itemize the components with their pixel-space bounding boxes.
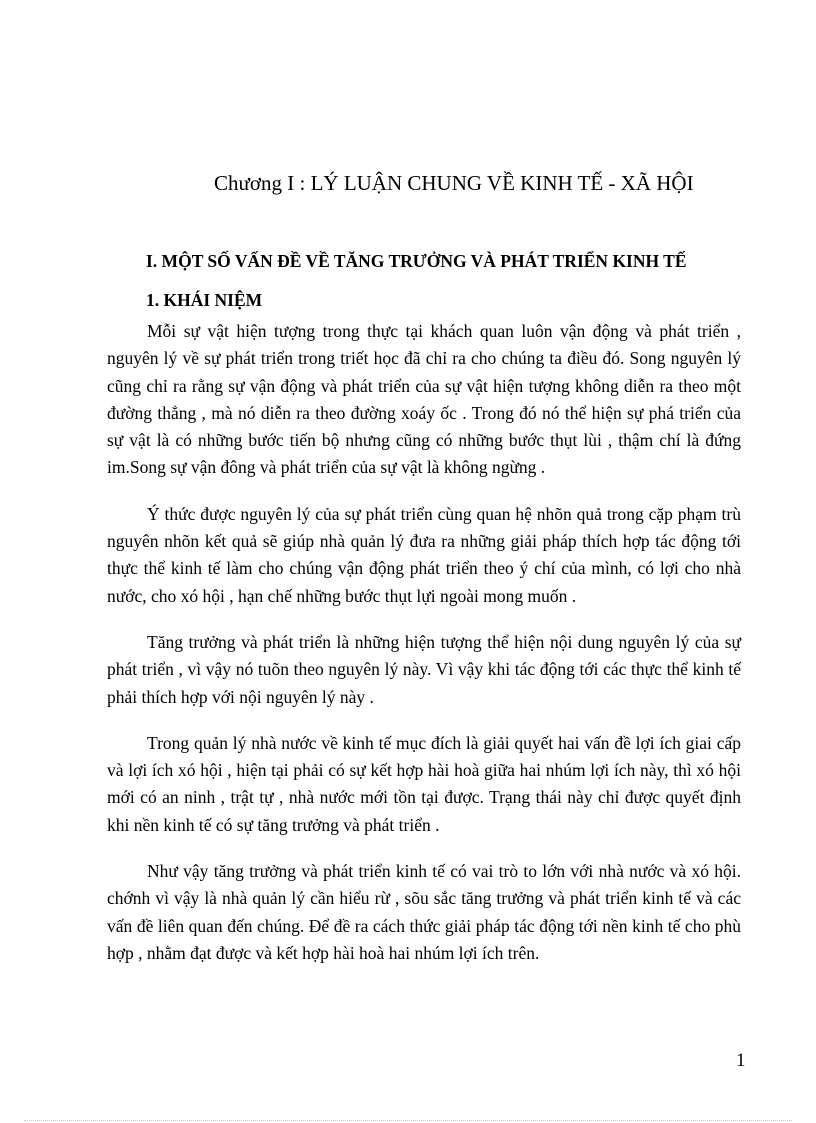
page-number: 1	[736, 1050, 746, 1071]
paragraph-1: Mỗi sự vật hiện tượng trong thực tại khách quan luôn vận động và phát triển , nguyên lý về sự phát triển trong triết học đã chỉ ra cho chúng ta điều đó. Song nguyên lý cũng chỉ ra rằng sự vận động và phát triển của sự vật hiện tượng không diễn ra theo một đường thẳng , mà nó diễn ra theo đường xoáy ốc . Trong đó nó thể hiện sự phá triển của sự vật là có những bước tiến bộ nhưng cũng có những bước thụt lùi , thậm chí là đứng im.Song sự vận đông và phát triển của sự vật là không ngừng .	[107, 321, 741, 478]
chapter-title: Chương I : LÝ LUẬN CHUNG VỀ KINH TẾ - XÃ HỘI	[214, 171, 694, 195]
paragraph-4: Trong quản lý nhà nước về kinh tế mục đích là giải quyết hai vấn đề lợi ích giai cấp và lợi ích xó hội , hiện tại phải có sự kết hợp hài hoà giữa hai nhúm lợi ích này, thì xó hội mới có an ninh , trật tự , nhà nước mới tồn tại được. Trạng thái này chỉ được quyết định khi nền kinh tế có sự tăng trưởng và phát triển .	[107, 732, 741, 835]
body-text	[107, 318, 741, 986]
paragraph-5: Như vậy tăng trưởng và phát triển kinh tế có vai trò to lớn với nhà nước và xó hội. chớnh vì vậy là nhà quản lý cần hiểu rừ , sõu sắc tăng trưởng và phát triển kinh tế và các vấn đề liên quan đến chúng. Để đề ra cách thức giải pháp tác động tới nền kinh tế cho phù hợp , nhằm đạt được và kết hợp hài hoà hai nhúm lợi ích trên.	[107, 861, 741, 963]
page-bottom-divider	[24, 1120, 792, 1121]
paragraph-2: Ý thức được nguyên lý của sự phát triển cùng quan hệ nhõn quả trong cặp phạm trù nguyên nhõn kết quả sẽ giúp nhà quản lý đưa ra những giải pháp thích hợp tác động tới thực thể kinh tế làm cho chúng vận động phát triển theo ý chí của mình, có lợi cho nhà nước, cho xó hội , hạn chế những bước thụt lựi ngoài mong muốn .	[107, 503, 741, 606]
subsection-heading: 1. KHÁI NIỆM	[146, 290, 263, 310]
section-heading: I. MỘT SỐ VẤN ĐỀ VỀ TĂNG TRƯỞNG VÀ PHÁT TRIỂN KINH TẾ	[146, 251, 687, 271]
paragraph-3: Tăng trưởng và phát triển là những hiện tượng thể hiện nội dung nguyên lý của sự phát triển , vì vậy nó tuõn theo nguyên lý này. Vì vậy khi tác động tới các thực thể kinh tế phải thích hợp với nội nguyên lý này .	[107, 631, 741, 707]
